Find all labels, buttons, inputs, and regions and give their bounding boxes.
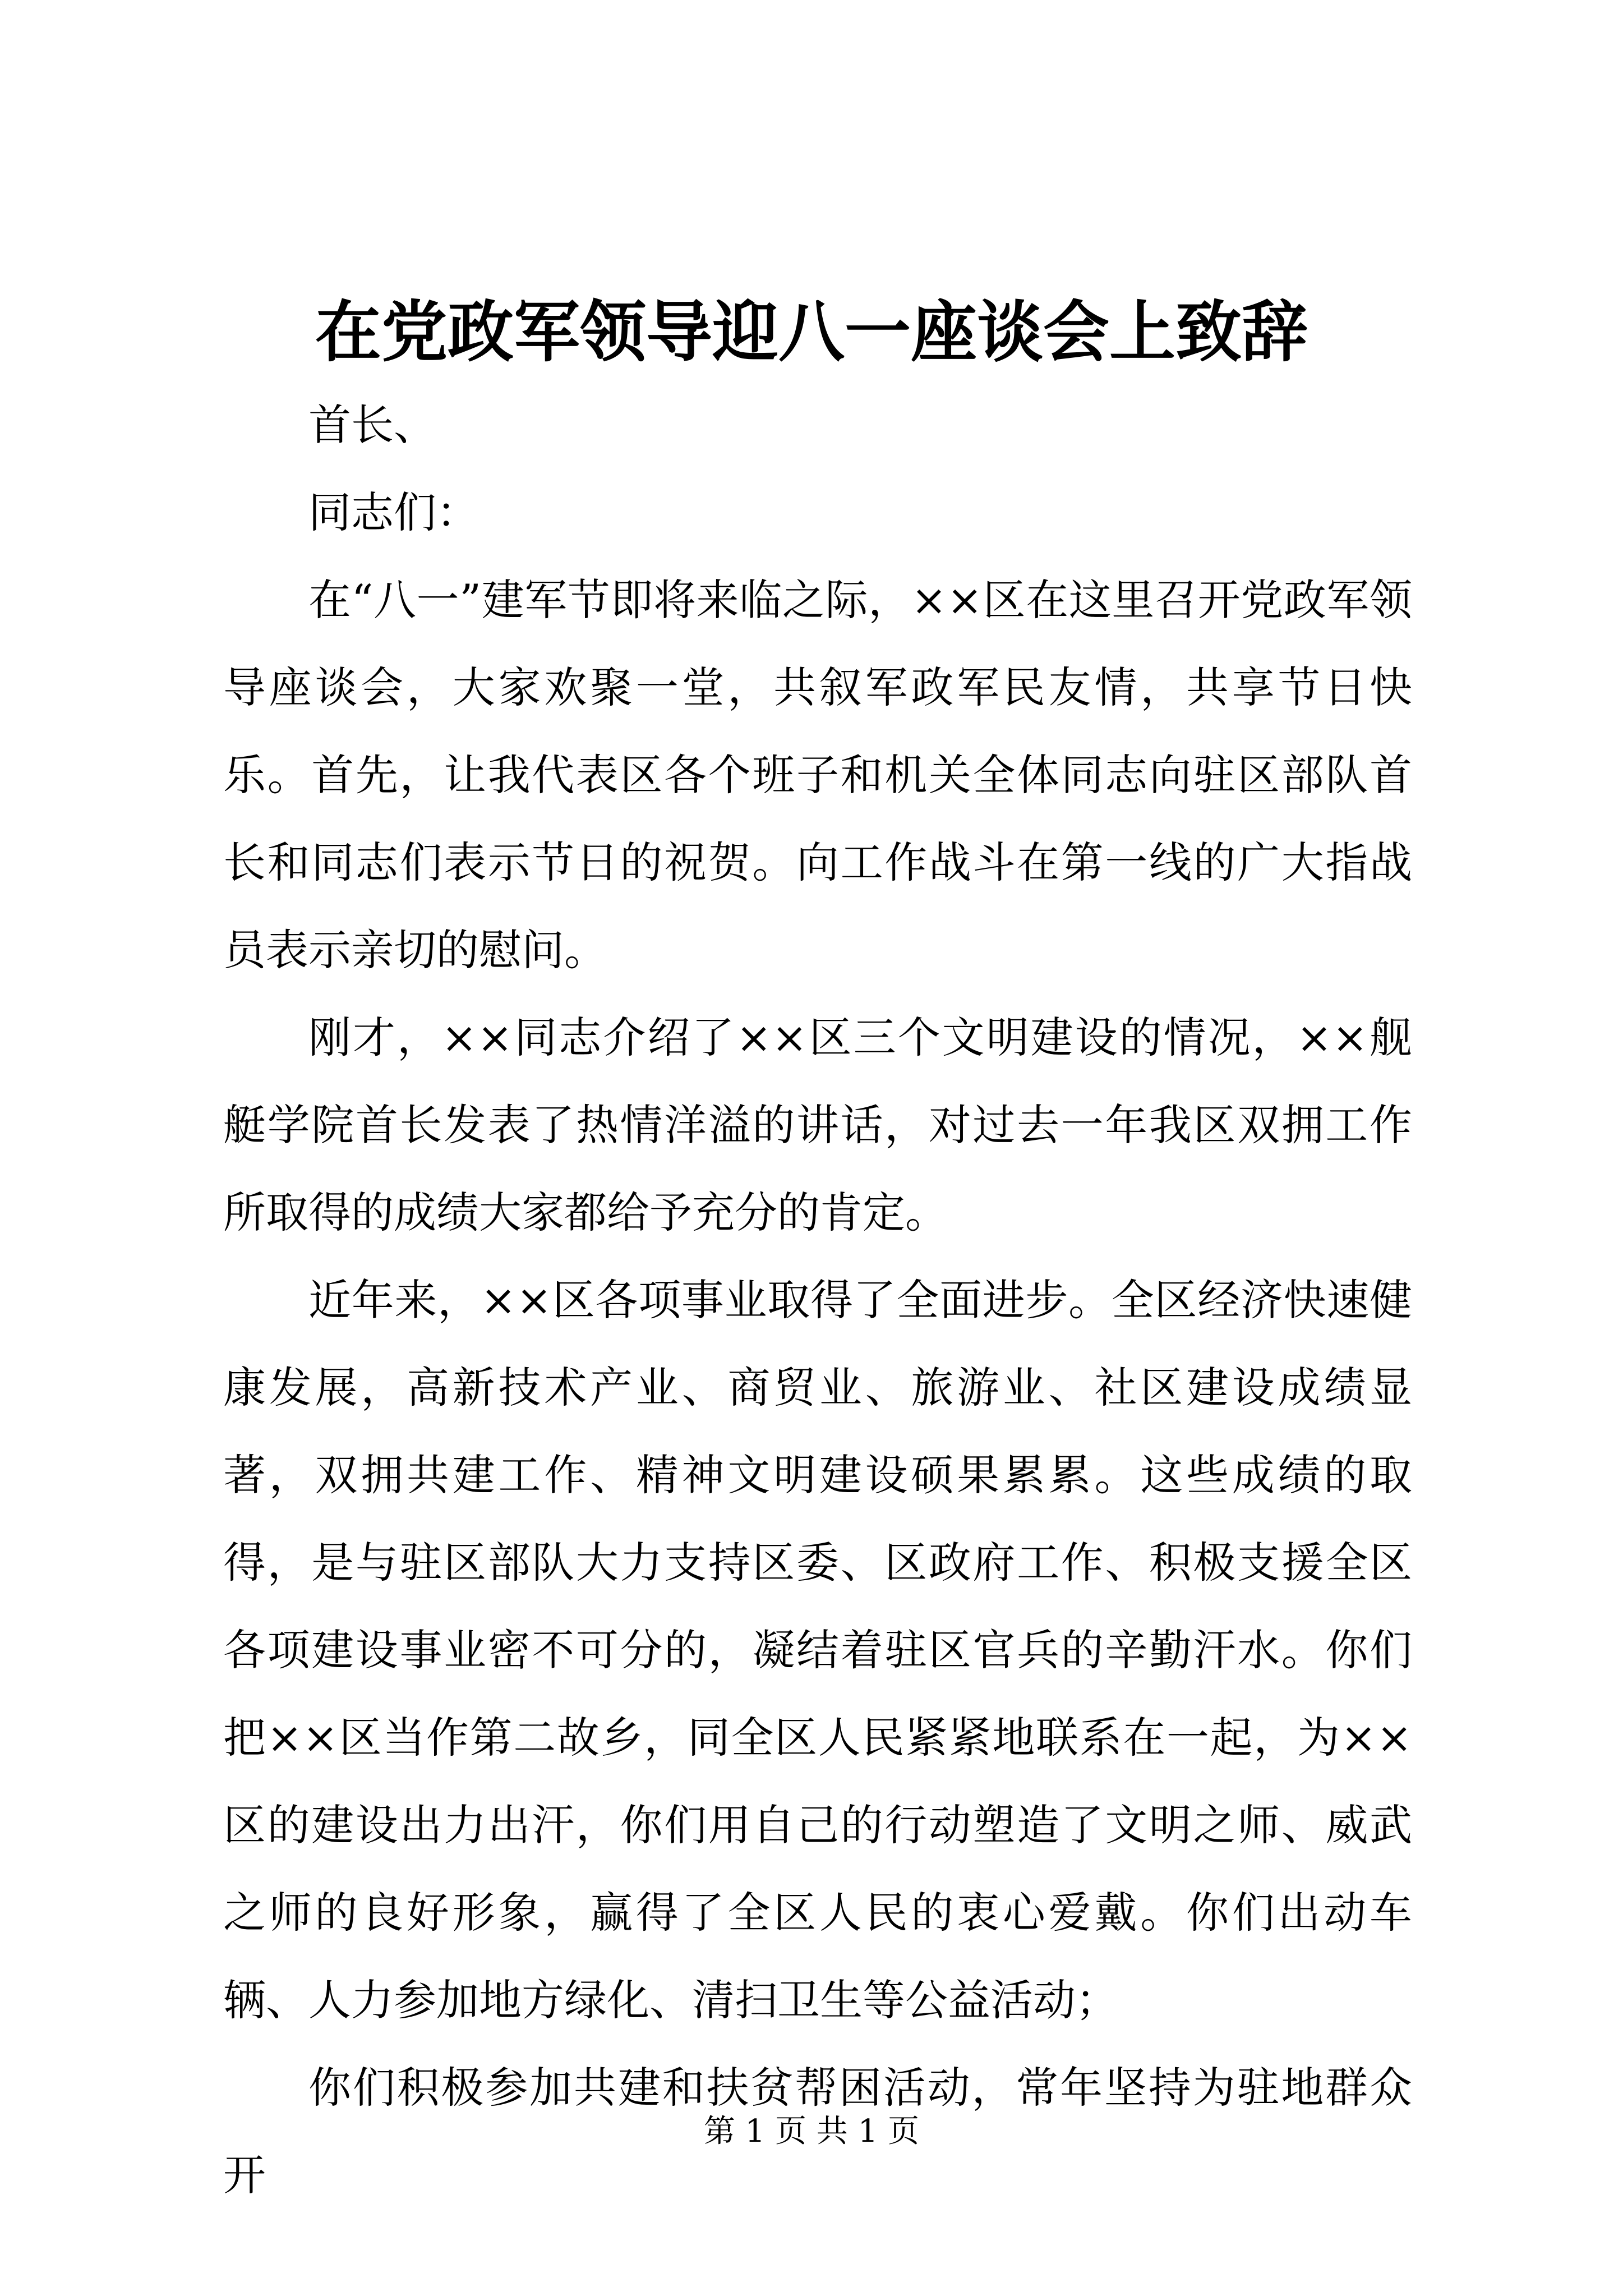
document-title: 在党政军领导迎八一座谈会上致辞 (315, 293, 1308, 371)
document-body (223, 381, 1412, 2219)
salutation-line: 同志们： (308, 487, 479, 537)
body-paragraph: 你们积极参加共建和扶贫帮困活动，常年坚持为驻地群众开 (223, 2063, 1412, 2200)
body-paragraph: 近年来，××区各项事业取得了全面进步。全区经济快速健康发展，高新技术产业、商贸业、旅游业、社区建设成绩显著，双拥共建工作、精神文明建设硕果累累。这些成绩的取得，是与驻区部队大力支持区委、区政府工作、积极支援全区各项建设事业密不可分的，凝结着驻区官兵的辛勤汗水。你们把××区当作第二故乡，同全区人民紧紧地联系在一起，为××区的建设出力出汗，你们用自己的行动塑造了文明之师、威武之师的良好形象，赢得了全区人民的衷心爱戴。你们出动车辆、人力参加地方绿化、清扫卫生等公益活动； (223, 1275, 1412, 2025)
body-paragraph: 在“八一”建军节即将来临之际，××区在这里召开党政军领导座谈会，大家欢聚一堂，共叙军政军民友情，共享节日快乐。首先，让我代表区各个班子和机关全体同志向驻区部队首长和同志们表示节日的祝贺。向工作战斗在第一线的广大指战员表示亲切的慰问。 (223, 575, 1412, 975)
body-paragraph: 刚才，××同志介绍了××区三个文明建设的情况，××舰艇学院首长发表了热情洋溢的讲话，对过去一年我区双拥工作所取得的成绩大家都给予充分的肯定。 (223, 1013, 1412, 1237)
salutation-line: 首长、 (308, 400, 436, 450)
page-number-footer: 第 1 页 共 1 页 (703, 2113, 920, 2150)
